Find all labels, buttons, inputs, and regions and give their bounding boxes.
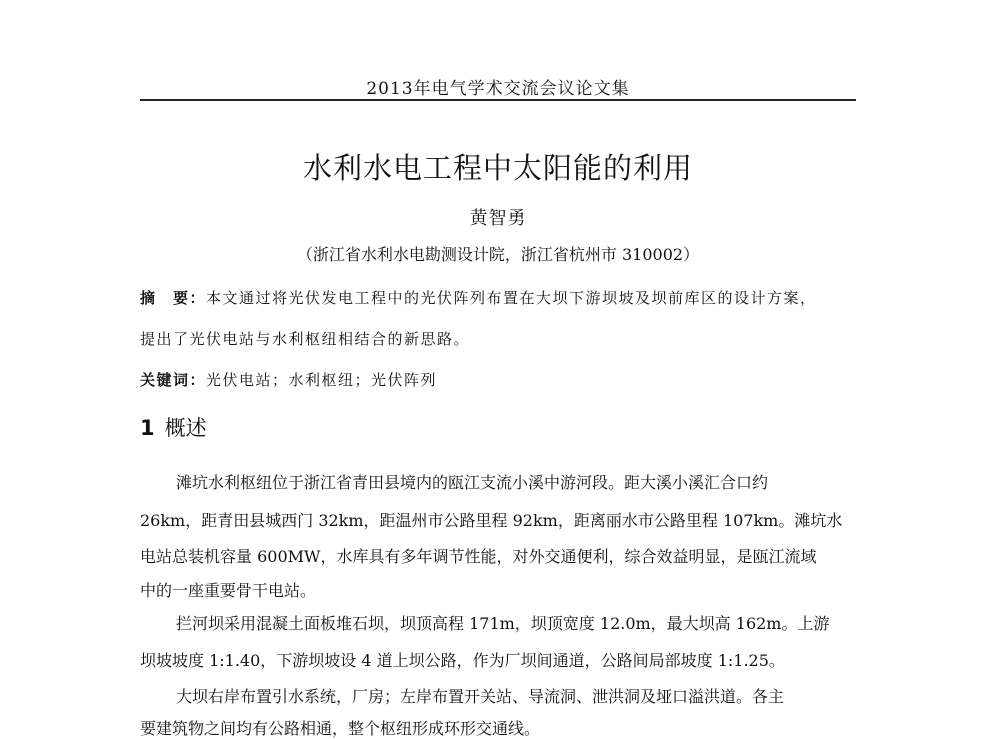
keywords-label: 关键词：	[140, 371, 207, 389]
author-affiliation: （浙江省水利水电勘测设计院，浙江省杭州市 310002）	[296, 245, 700, 264]
section-heading	[140, 412, 207, 442]
section-title: 概述	[164, 416, 207, 440]
paragraph-line: 大坝右岸布置引水系统，厂房；左岸布置开关站、导流洞、泄洪洞及垭口溢洪道。各主	[176, 687, 785, 706]
running-header: 2013年电气学术交流会议论文集	[366, 79, 630, 99]
paragraph-line: 滩坑水利枢纽位于浙江省青田县境内的瓯江支流小溪中游河段。距大溪小溪汇合口约	[176, 473, 769, 492]
paragraph-line: 坝坡坡度 1:1.40，下游坝坡设 4 道上坝公路，作为厂坝间通道，公路间局部坡度 1:1.25。	[140, 651, 785, 670]
author-name: 黄智勇	[469, 208, 527, 229]
abstract-label: 摘 要：	[140, 289, 207, 307]
paragraph-line: 中的一座重要骨干电站。	[140, 581, 317, 600]
paragraph-line: 要建筑物之间均有公路相通，整个枢纽形成环形交通线。	[140, 719, 541, 738]
header-rule	[140, 99, 856, 101]
keywords-text: 光伏电站；水利枢纽；光伏阵列	[206, 371, 438, 389]
paragraph-line: 26km，距青田县城西门 32km，距温州市公路里程 92km，距离丽水市公路里程 107km。滩坑水	[140, 511, 843, 530]
keywords-line	[140, 369, 856, 390]
abstract-line-1	[140, 287, 856, 308]
abstract-text-1: 本文通过将光伏发电工程中的光伏阵列布置在大坝下游坝坡及坝前库区的设计方案，	[206, 289, 817, 307]
paragraph-line: 拦河坝采用混凝土面板堆石坝，坝顶高程 171m，坝顶宽度 12.0m，最大坝高 162m。上游	[176, 614, 830, 633]
section-number: 1	[140, 416, 155, 440]
abstract-line-2: 提出了光伏电站与水利枢纽相结合的新思路。	[140, 330, 471, 348]
paragraph-line: 电站总装机容量 600MW，水库具有多年调节性能，对外交通便利，综合效益明显，是瓯江流域	[140, 547, 817, 566]
paper-title: 水利水电工程中太阳能的利用	[302, 151, 693, 185]
